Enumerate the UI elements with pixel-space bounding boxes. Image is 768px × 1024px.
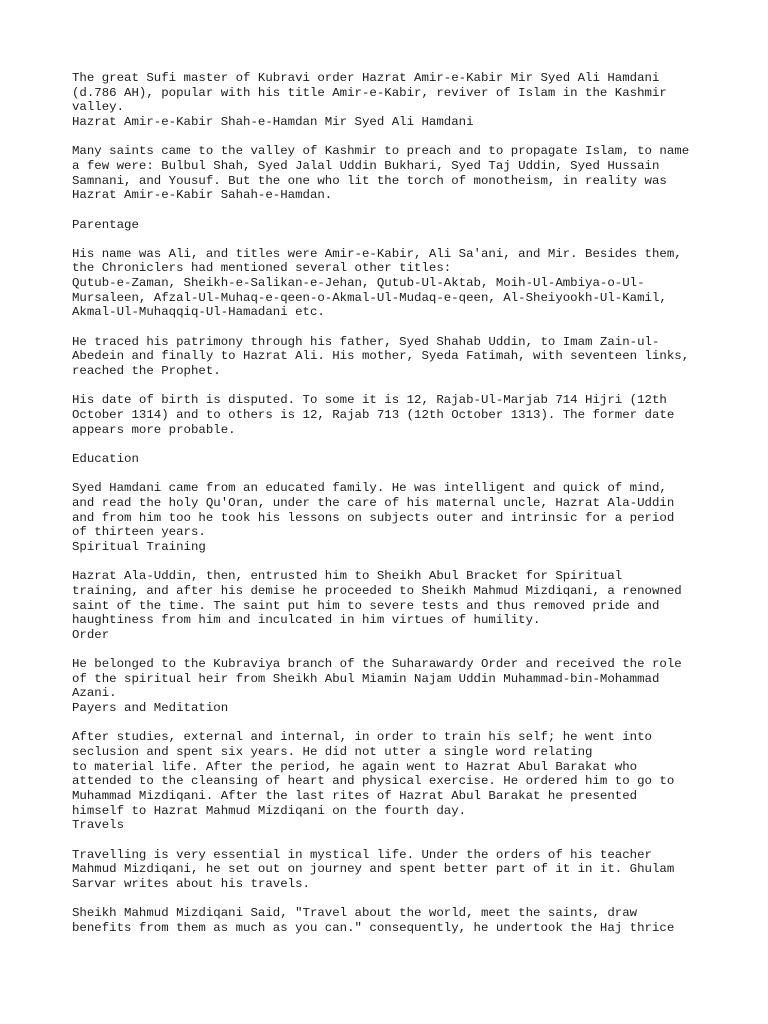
- paragraph: [72, 115, 712, 130]
- text-line: Mahmud Mizdiqani, he set out on journey and spent better part of it in it. Ghulam: [72, 862, 675, 877]
- text-line: The great Sufi master of Kubravi order Hazrat Amir-e-Kabir Mir Syed Ali Hamdani: [72, 71, 660, 85]
- paragraph: [72, 540, 712, 555]
- text-line: saint of the time. The saint put him to severe tests and thus removed pride and: [72, 598, 660, 613]
- text-line: His date of birth is disputed. To some it is 12, Rajab-Ul-Marjab 714 Hijri (12th: [72, 393, 667, 408]
- text-line: valley.: [72, 100, 125, 115]
- text-line: Sarvar writes about his travels.: [72, 876, 310, 891]
- paragraph: [72, 247, 712, 320]
- text-line: Hazrat Ala-Uddin, then, entrusted him to Sheikh Abul Bracket for Spiritual: [72, 569, 623, 584]
- text-line: Qutub-e-Zaman, Sheikh-e-Salikan-e-Jehan, Qutub-Ul-Aktab, Moih-Ul-Ambiya-o-Ul-: [72, 276, 645, 291]
- paragraph: [72, 818, 712, 833]
- text-line: His name was Ali, and titles were Amir-e-Kabir, Ali Sa'ani, and Mir. Besides them,: [72, 246, 682, 261]
- text-line: Mursaleen, Afzal-Ul-Muhaq-e-qeen-o-Akmal-Ul-Mudaq-e-qeen, Al-Sheiyookh-Ul-Kamil,: [72, 290, 667, 305]
- paragraph: [72, 481, 712, 540]
- text-line: Hazrat Amir-e-Kabir Sahah-e-Hamdan.: [72, 188, 333, 203]
- text-line: appears more probable.: [72, 422, 236, 437]
- text-line: Azani.: [72, 686, 117, 701]
- paragraph: [72, 730, 712, 818]
- text-line: Akmal-Ul-Muhaqqiq-Ul-Hamadani etc.: [72, 305, 325, 320]
- text-line: and read the holy Qu'Oran, under the care of his maternal uncle, Hazrat Ala-Uddin: [72, 495, 675, 510]
- paragraph: [72, 335, 712, 379]
- text-line: to material life. After the period, he again went to Hazrat Abul Barakat who: [72, 759, 638, 774]
- paragraph: [72, 657, 712, 701]
- text-line: of thirteen years.: [72, 525, 206, 540]
- paragraph: [72, 218, 712, 233]
- text-line: Muhammad Mizdiqani. After the last rites of Hazrat Abul Barakat he presented: [72, 789, 638, 803]
- text-line: Order: [72, 627, 110, 642]
- text-line: benefits from them as much as you can." consequently, he undertook the Haj thrice: [72, 920, 675, 935]
- paragraph: [72, 393, 712, 437]
- paragraph: [72, 628, 712, 643]
- text-line: seclusion and spent six years. He did not utter a single word relating: [72, 745, 593, 760]
- text-line: attended to the cleansing of heart and physical exercise. He ordered him to go to: [72, 774, 675, 789]
- paragraph: [72, 144, 712, 203]
- text-line: the Chroniclers had mentioned several other titles:: [72, 261, 452, 276]
- paragraph: [72, 848, 712, 892]
- text-line: a few were: Bulbul Shah, Syed Jalal Uddin Bukhari, Syed Taj Uddin, Syed Hussain: [72, 158, 660, 173]
- text-line: of the spiritual heir from Sheikh Abul Miamin Najam Uddin Muhammad-bin-Mohammad: [72, 671, 660, 686]
- paragraph: [72, 906, 712, 935]
- document-body: [72, 71, 712, 936]
- text-line: He traced his patrimony through his father, Syed Shahab Uddin, to Imam Zain-ul-: [72, 334, 660, 349]
- text-line: October 1314) and to others is 12, Rajab 713 (12th October 1313). The former date: [72, 408, 675, 423]
- text-line: haughtiness from him and inculcated in him virtues of humility.: [72, 613, 541, 628]
- text-line: After studies, external and internal, in order to train his self; he went into: [72, 730, 652, 745]
- paragraph: [72, 701, 712, 716]
- paragraph: [72, 71, 712, 115]
- text-line: Payers and Meditation: [72, 701, 229, 716]
- text-line: Many saints came to the valley of Kashmir to preach and to propagate Islam, to name: [72, 144, 690, 159]
- text-line: Syed Hamdani came from an educated family. He was intelligent and quick of mind,: [72, 481, 667, 496]
- text-line: Education: [72, 451, 139, 466]
- text-line: Sheikh Mahmud Mizdiqani Said, "Travel about the world, meet the saints, draw: [72, 906, 638, 921]
- text-line: Abedein and finally to Hazrat Ali. His mother, Syeda Fatimah, with seventeen links,: [72, 349, 690, 364]
- text-line: Parentage: [72, 217, 139, 232]
- text-line: Spiritual Training: [72, 539, 206, 554]
- text-line: training, and after his demise he proceeded to Sheikh Mahmud Mizdiqani, a renowned: [72, 583, 682, 598]
- text-line: reached the Prophet.: [72, 364, 221, 379]
- paragraph: [72, 569, 712, 628]
- text-line: Hazrat Amir-e-Kabir Shah-e-Hamdan Mir Syed Ali Hamdani: [72, 114, 474, 129]
- text-line: and from him too he took his lessons on subjects outer and intrinsic for a period: [72, 510, 675, 525]
- paragraph: [72, 452, 712, 467]
- text-line: himself to Hazrat Mahmud Mizdiqani on the fourth day.: [72, 803, 467, 818]
- text-line: Travelling is very essential in mystical life. Under the orders of his teacher: [72, 847, 652, 862]
- text-line: Samnani, and Yousuf. But the one who lit the torch of monotheism, in reality was: [72, 173, 667, 188]
- text-line: He belonged to the Kubraviya branch of the Suharawardy Order and received the role: [72, 657, 682, 672]
- text-line: (d.786 AH), popular with his title Amir-e-Kabir, reviver of Islam in the Kashmir: [72, 85, 667, 100]
- text-line: Travels: [72, 818, 125, 833]
